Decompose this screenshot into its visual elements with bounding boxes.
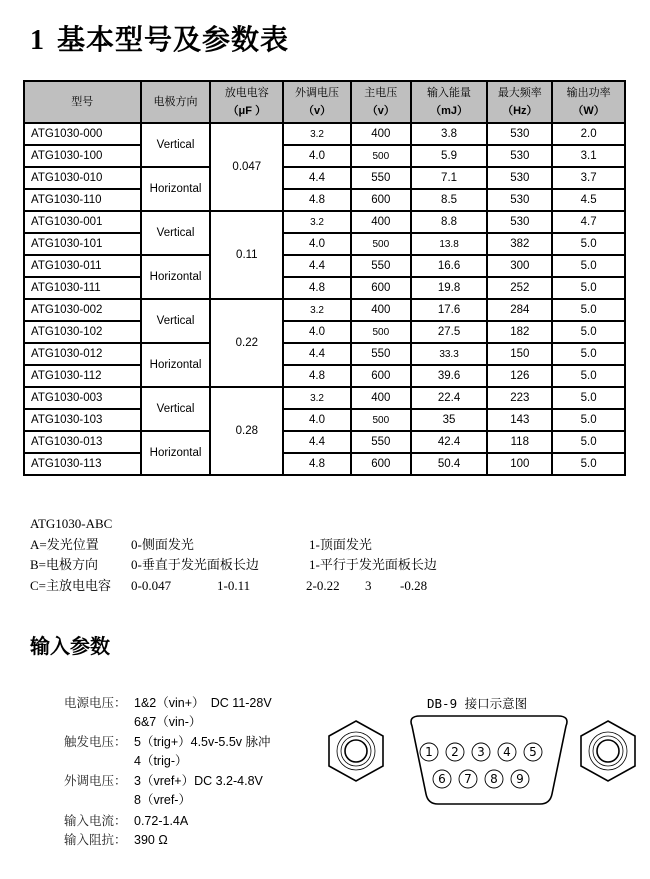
header-input-energy: 输入能量 （mJ） (411, 81, 488, 123)
cell-model: ATG1030-010 (24, 167, 141, 189)
cell-ext-voltage: 4.0 (283, 145, 351, 167)
cell-model: ATG1030-003 (24, 387, 141, 409)
cell-power: 3.7 (552, 167, 625, 189)
cell-model: ATG1030-011 (24, 255, 141, 277)
cell-main-voltage: 400 (351, 211, 411, 233)
cell-energy: 22.4 (411, 387, 488, 409)
cell-model: ATG1030-002 (24, 299, 141, 321)
table-header-row (24, 81, 625, 123)
pin-label: 2 (451, 745, 459, 759)
table-row (24, 409, 625, 431)
param-row: 触发电压： 5（trig+）4.5v-5.5v 脉冲 (64, 734, 271, 750)
cell-ext-voltage: 4.8 (283, 189, 351, 211)
cell-frequency: 182 (487, 321, 552, 343)
cell-frequency: 530 (487, 123, 552, 145)
param-row: 4（trig-） (134, 753, 188, 768)
pin-label: 7 (464, 772, 472, 786)
cell-frequency: 126 (487, 365, 552, 387)
section-heading-input-params: 输入参数 (30, 634, 110, 658)
cell-frequency: 530 (487, 189, 552, 211)
table-row (24, 233, 625, 255)
cell-direction: Vertical (141, 123, 211, 167)
legend-key: A=发光位置 (30, 536, 99, 552)
cell-model: ATG1030-100 (24, 145, 141, 167)
d-sub-shell-icon (411, 716, 567, 804)
cell-ext-voltage: 4.4 (283, 167, 351, 189)
cell-capacitance: 0.22 (210, 299, 283, 387)
cell-main-voltage: 600 (351, 453, 411, 475)
model-parameter-table (23, 80, 626, 476)
cell-ext-voltage: 3.2 (283, 387, 351, 409)
param-row: 输入电流： 0.72-1.4A (64, 812, 189, 828)
cell-main-voltage: 400 (351, 123, 411, 145)
cell-power: 5.0 (552, 321, 625, 343)
cell-frequency: 252 (487, 277, 552, 299)
cell-frequency: 530 (487, 167, 552, 189)
cell-main-voltage: 600 (351, 277, 411, 299)
header-model: 型号 (24, 81, 141, 123)
legend-key: C=主放电电容 (30, 577, 112, 593)
cell-power: 4.7 (552, 211, 625, 233)
input-params-list (64, 693, 272, 850)
cell-frequency: 150 (487, 343, 552, 365)
header-capacitance: 放电电容 （μF ） (210, 81, 283, 123)
legend-option: 1-顶面发光 (309, 536, 372, 552)
table-row (24, 277, 625, 299)
table-row (24, 145, 625, 167)
pin-label: 8 (490, 772, 498, 786)
pin-label: 9 (516, 772, 524, 786)
table-row (24, 453, 625, 475)
param-row: 输入阻抗： 390 Ω (64, 832, 168, 848)
cell-energy: 50.4 (411, 453, 488, 475)
table-row (24, 167, 625, 189)
cell-energy: 8.8 (411, 211, 488, 233)
cell-energy: 16.6 (411, 255, 488, 277)
legend-option: 3 (365, 577, 372, 593)
header-max-frequency: 最大频率 （Hz） (487, 81, 552, 123)
cell-main-voltage: 400 (351, 387, 411, 409)
cell-model: ATG1030-000 (24, 123, 141, 145)
cell-main-voltage: 550 (351, 431, 411, 453)
cell-power: 5.0 (552, 431, 625, 453)
cell-ext-voltage: 3.2 (283, 211, 351, 233)
legend-option: 1-0.11 (217, 577, 251, 593)
cell-ext-voltage: 4.0 (283, 233, 351, 255)
pin-label: 3 (477, 745, 485, 759)
cell-power: 5.0 (552, 255, 625, 277)
cell-main-voltage: 500 (351, 145, 411, 167)
legend-option: 0-0.047 (131, 577, 172, 593)
cell-frequency: 118 (487, 431, 552, 453)
cell-frequency: 143 (487, 409, 552, 431)
cell-ext-voltage: 4.8 (283, 365, 351, 387)
cell-power: 5.0 (552, 387, 625, 409)
table-row (24, 255, 625, 277)
cell-model: ATG1030-112 (24, 365, 141, 387)
header-main-voltage: 主电压 （v） (351, 81, 411, 123)
cell-direction: Vertical (141, 299, 211, 343)
cell-model: ATG1030-012 (24, 343, 141, 365)
cell-main-voltage: 500 (351, 233, 411, 255)
legend-option: 1-平行于发光面板长边 (309, 557, 437, 572)
cell-direction: Horizontal (141, 343, 211, 387)
cell-main-voltage: 500 (351, 409, 411, 431)
header-electrode-direction: 电极方向 (141, 81, 211, 123)
cell-power: 5.0 (552, 409, 625, 431)
cell-frequency: 100 (487, 453, 552, 475)
cell-power: 5.0 (552, 277, 625, 299)
cell-model: ATG1030-013 (24, 431, 141, 453)
legend-option: 0-垂直于发光面板长边 (131, 557, 259, 572)
db9-diagram-title: DB-9 接口示意图 (427, 696, 528, 711)
cell-energy: 3.8 (411, 123, 488, 145)
hex-nut-icon (329, 721, 383, 781)
legend-option: 0-侧面发光 (131, 536, 194, 552)
param-row: 8（vref-） (134, 792, 191, 807)
table-row (24, 189, 625, 211)
table-row (24, 365, 625, 387)
pin-label: 4 (503, 745, 511, 759)
cell-ext-voltage: 4.4 (283, 431, 351, 453)
cell-frequency: 300 (487, 255, 552, 277)
table-row (24, 343, 625, 365)
cell-frequency: 284 (487, 299, 552, 321)
cell-ext-voltage: 4.4 (283, 343, 351, 365)
cell-energy: 7.1 (411, 167, 488, 189)
cell-capacitance: 0.047 (210, 123, 283, 211)
cell-frequency: 530 (487, 145, 552, 167)
cell-power: 2.0 (552, 123, 625, 145)
cell-energy: 39.6 (411, 365, 488, 387)
cell-direction: Horizontal (141, 255, 211, 299)
heading-number: 1 (30, 25, 45, 56)
cell-ext-voltage: 4.0 (283, 409, 351, 431)
cell-main-voltage: 550 (351, 167, 411, 189)
cell-energy: 5.9 (411, 145, 488, 167)
cell-direction: Horizontal (141, 431, 211, 475)
cell-power: 4.5 (552, 189, 625, 211)
legend-option: -0.28 (400, 577, 428, 593)
cell-power: 5.0 (552, 453, 625, 475)
cell-energy: 35 (411, 409, 488, 431)
cell-main-voltage: 600 (351, 189, 411, 211)
cell-ext-voltage: 4.4 (283, 255, 351, 277)
cell-main-voltage: 550 (351, 343, 411, 365)
pin-label: 5 (529, 745, 537, 759)
cell-model: ATG1030-001 (24, 211, 141, 233)
param-row: 外调电压： 3（vref+）DC 3.2-4.8V (64, 773, 263, 789)
table-row (24, 123, 625, 145)
cell-ext-voltage: 4.8 (283, 453, 351, 475)
cell-ext-voltage: 4.0 (283, 321, 351, 343)
cell-power: 5.0 (552, 233, 625, 255)
cell-energy: 33.3 (411, 343, 488, 365)
cell-model: ATG1030-111 (24, 277, 141, 299)
cell-capacitance: 0.28 (210, 387, 283, 475)
cell-main-voltage: 550 (351, 255, 411, 277)
section-heading-basic-models (30, 18, 289, 58)
table-row (24, 321, 625, 343)
cell-main-voltage: 600 (351, 365, 411, 387)
table-row (24, 431, 625, 453)
table-row (24, 387, 625, 409)
cell-energy: 42.4 (411, 431, 488, 453)
cell-capacitance: 0.11 (210, 211, 283, 299)
cell-power: 3.1 (552, 145, 625, 167)
cell-ext-voltage: 4.8 (283, 277, 351, 299)
cell-direction: Vertical (141, 387, 211, 431)
table-row (24, 299, 625, 321)
cell-frequency: 223 (487, 387, 552, 409)
cell-model: ATG1030-103 (24, 409, 141, 431)
cell-energy: 8.5 (411, 189, 488, 211)
cell-energy: 19.8 (411, 277, 488, 299)
cell-frequency: 530 (487, 211, 552, 233)
cell-model: ATG1030-110 (24, 189, 141, 211)
db9-connector-diagram (320, 712, 640, 812)
cell-power: 5.0 (552, 365, 625, 387)
header-output-power: 输出功率 （W） (552, 81, 625, 123)
cell-energy: 17.6 (411, 299, 488, 321)
hex-nut-icon (581, 721, 635, 781)
cell-direction: Vertical (141, 211, 211, 255)
cell-power: 5.0 (552, 343, 625, 365)
cell-frequency: 382 (487, 233, 552, 255)
pin-label: 6 (438, 772, 446, 786)
cell-energy: 27.5 (411, 321, 488, 343)
cell-main-voltage: 500 (351, 321, 411, 343)
pin-label: 1 (425, 745, 433, 759)
cell-ext-voltage: 3.2 (283, 299, 351, 321)
cell-energy: 13.8 (411, 233, 488, 255)
param-row: 6&7（vin-） (134, 714, 202, 729)
cell-model: ATG1030-101 (24, 233, 141, 255)
cell-model: ATG1030-102 (24, 321, 141, 343)
legend-key: B=电极方向 (30, 557, 99, 572)
heading-title: 基本型号及参数表 (57, 25, 290, 56)
header-ext-voltage: 外调电压 （v） (283, 81, 351, 123)
cell-main-voltage: 400 (351, 299, 411, 321)
cell-direction: Horizontal (141, 167, 211, 211)
legend-option: 2-0.22 (306, 577, 340, 593)
cell-ext-voltage: 3.2 (283, 123, 351, 145)
cell-power: 5.0 (552, 299, 625, 321)
cell-model: ATG1030-113 (24, 453, 141, 475)
table-row (24, 211, 625, 233)
param-row: 电源电压： 1&2（vin+） DC 11-28V (64, 695, 272, 710)
